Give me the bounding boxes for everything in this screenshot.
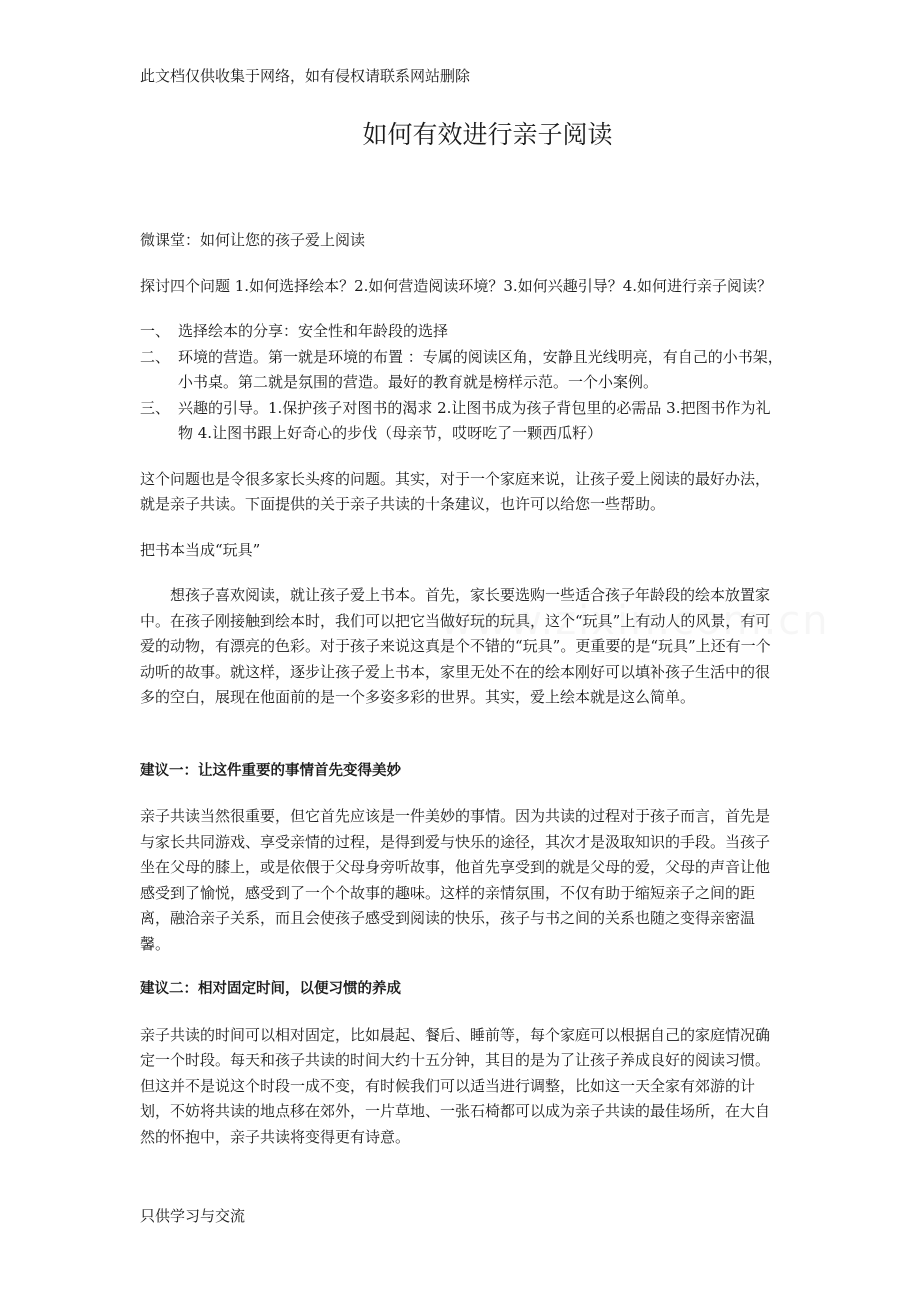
course-line: 微课堂：如何让您的孩子爱上阅读: [140, 231, 366, 249]
toy-paragraph: 想孩子喜欢阅读，就让孩子爱上书本。首先，家长要选购一些适合孩子年龄段的绘本放置家中。在孩子刚接触到绘本时，我们可以把它当做好玩的玩具，这个“玩具”上有动人的风景，有可爱的动物，有漂亮的色彩。对于孩子来说这真是个不错的“玩具”。更重要的是“玩具”上还有一个动听的故事。就这样，逐步让孩子爱上书本，家里无处不在的绘本刚好可以填补孩子生活中的很多的空白，展现在他面前的是一个多姿多彩的世界。其实，爱上绘本就是这么简单。: [140, 586, 771, 706]
document-title: 如何有效进行亲子阅读: [362, 120, 613, 149]
suggestion-heading: 建议一：让这件重要的事情首先变得美妙: [140, 762, 401, 779]
suggestion-body: 亲子共读当然很重要，但它首先应该是一件美妙的事情。因为共读的过程对于孩子而言，首先是与家长共同游戏、享受亲情的过程，是得到爱与快乐的途径，其次才是汲取知识的手段。当孩子坐在父母的膝上，或是依偎于父母身旁听故事，他首先享受到的就是父母的爱，父母的声音让他感受到了愉悦，感受到了一个个故事的趣味。这样的亲情氛围，不仅有助于缩短亲子之间的距离，融洽亲子关系，而且会使孩子感受到阅读的快乐，孩子与书之间的关系也随之变得亲密温馨。: [140, 807, 771, 953]
header-disclaimer: 此文档仅供收集于网络，如有侵权请联系网站删除: [140, 67, 471, 85]
outline-text: 环境的营造。第一就是环境的布置 ：专属的阅读区角，安静且光线明亮，有自己的小书架，小书桌。第二就是氛围的营造。最好的教育就是榜样示范。一个小案例。: [178, 347, 783, 391]
outline-text: 兴趣的引导。1.保护孩子对图书的渴求 2.让图书成为孩子背包里的必需品 3.把图书作为礼物 4.让图书跟上好奇心的步伐（母亲节，哎呀吃了一颗西瓜籽）: [178, 398, 771, 442]
outline-item: [140, 345, 784, 396]
outline-number: 二、: [140, 347, 171, 366]
outline-text: 选择绘本的分享：安全性和年龄段的选择: [178, 322, 449, 340]
outline-item: [140, 319, 784, 345]
outline-number: 一、: [140, 322, 171, 340]
problem-paragraph: 这个问题也是令很多家长头疼的问题。其实，对于一个家庭来说，让孩子爱上阅读的最好办法，就是亲子共读。下面提供的关于亲子共读的十条建议，也许可以给您一些帮助。: [140, 469, 771, 513]
footer-note: 只供学习与交流: [140, 1207, 246, 1225]
document-body: [140, 228, 784, 1150]
suggestion-heading: 建议二：相对固定时间，以便习惯的养成: [140, 981, 401, 997]
suggestion-body: 亲子共读的时间可以相对固定，比如晨起、餐后、睡前等，每个家庭可以根据自己的家庭情况确定一个时段。每天和孩子共读的时间大约十五分钟，其目的是为了让孩子养成良好的阅读习惯。但这并不是说这个时段一成不变，有时候我们可以适当进行调整，比如这一天全家有郊游的计划，不妨将共读的地点移在郊外，一片草地、一张石椅都可以成为亲子共读的最佳场所，在大自然的怀抱中，亲子共读将变得更有诗意。: [140, 1025, 771, 1146]
outline-number: 三、: [140, 398, 171, 417]
toy-heading: 把书本当成“玩具”: [140, 540, 261, 559]
outline-item: [140, 396, 784, 447]
questions-line: 探讨四个问题 1.如何选择绘本？2.如何营造阅读环境？3.如何兴趣引导？4.如何进行亲子阅读？: [140, 276, 773, 295]
outline-list: [140, 319, 784, 447]
